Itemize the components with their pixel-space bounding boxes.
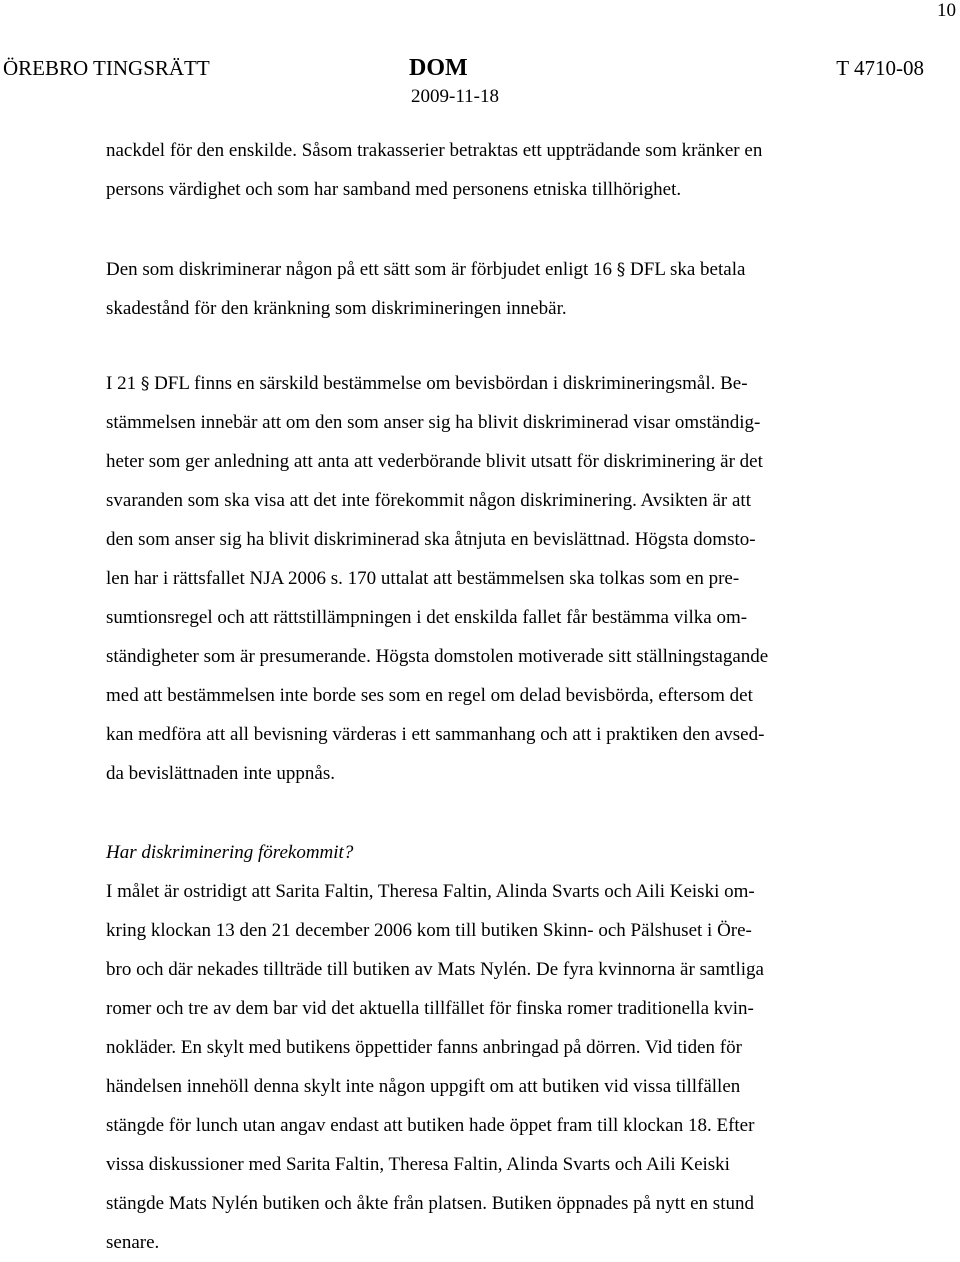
text-line: bro och där nekades tillträde till butiken av Mats Nylén. De fyra kvinnorna är samtliga	[106, 959, 764, 980]
document-type: DOM	[409, 55, 468, 81]
paragraph-1	[106, 131, 896, 209]
text-line: kring klockan 13 den 21 december 2006 kom till butiken Skinn- och Pälshuset i Öre-	[106, 920, 752, 941]
text-line: skadestånd för den kränkning som diskrimineringen innebär.	[106, 298, 567, 319]
text-line: svaranden som ska visa att det inte förekommit någon diskriminering. Avsikten är att	[106, 490, 751, 511]
text-line: den som anser sig ha blivit diskriminerad ska åtnjuta en bevislättnad. Högsta domsto-	[106, 529, 756, 550]
document-date: 2009-11-18	[411, 86, 499, 107]
page-number: 10	[937, 0, 956, 21]
text-line: I målet är ostridigt att Sarita Faltin, Theresa Faltin, Alinda Svarts och Aili Keiski om-	[106, 881, 755, 902]
text-line: sumtionsregel och att rättstillämpningen i det enskilda fallet får bestämma vilka om-	[106, 607, 748, 628]
text-line: da bevislättnaden inte uppnås.	[106, 763, 335, 784]
paragraph-3	[106, 364, 896, 793]
text-line	[106, 364, 896, 403]
text-line: stämmelsen innebär att om den som anser sig ha blivit diskriminerad visar omständig-	[106, 412, 761, 433]
text-line: ständigheter som är presumerande. Högsta domstolen motiverade sitt ställningstagande	[106, 646, 769, 667]
paragraph-4	[106, 833, 896, 1262]
case-number: T 4710-08	[836, 56, 924, 80]
text-line: romer och tre av dem bar vid det aktuella tillfället för finska romer traditionella kvin-	[106, 998, 754, 1019]
section-symbol: §	[140, 374, 150, 394]
text-line: stängde för lunch utan angav endast att butiken hade öppet fram till klockan 18. Efter	[106, 1115, 755, 1136]
text-line: med att bestämmelsen inte borde ses som en regel om delad bevisbörda, eftersom det	[106, 685, 753, 706]
section-heading: Har diskriminering förekommit?	[106, 842, 354, 863]
court-name: ÖREBRO TINGSRÄTT	[3, 56, 210, 80]
text-segment: Den som diskriminerar någon på ett sätt som är förbjudet enligt 16	[106, 259, 613, 280]
text-line: senare.	[106, 1232, 160, 1253]
text-segment: DFL finns en särskild bestämmelse om bevisbördan i diskrimineringsmål. Be-	[154, 373, 748, 394]
text-line: nokläder. En skylt med butikens öppettider fanns anbringad på dörren. Vid tiden för	[106, 1037, 742, 1058]
text-segment: I 21	[106, 373, 137, 394]
text-line: stängde Mats Nylén butiken och åkte från platsen. Butiken öppnades på nytt en stund	[106, 1193, 754, 1214]
text-line: nackdel för den enskilde. Såsom trakasserier betraktas ett uppträdande som kränker en	[106, 140, 763, 161]
text-segment: DFL ska betala	[630, 259, 746, 280]
text-line	[106, 250, 896, 289]
text-line: heter som ger anledning att anta att vederbörande blivit utsatt för diskriminering är det	[106, 451, 763, 472]
text-line: len har i rättsfallet NJA 2006 s. 170 uttalat att bestämmelsen ska tolkas som en pre-	[106, 568, 740, 589]
text-line: händelsen innehöll denna skylt inte någon uppgift om att butiken vid vissa tillfällen	[106, 1076, 741, 1097]
section-symbol: §	[616, 260, 626, 280]
text-line: kan medföra att all bevisning värderas i ett sammanhang och att i praktiken den avsed-	[106, 724, 765, 745]
paragraph-2	[106, 250, 896, 328]
text-line: vissa diskussioner med Sarita Faltin, Theresa Faltin, Alinda Svarts och Aili Keiski	[106, 1154, 730, 1175]
text-line: persons värdighet och som har samband med personens etniska tillhörighet.	[106, 179, 682, 200]
